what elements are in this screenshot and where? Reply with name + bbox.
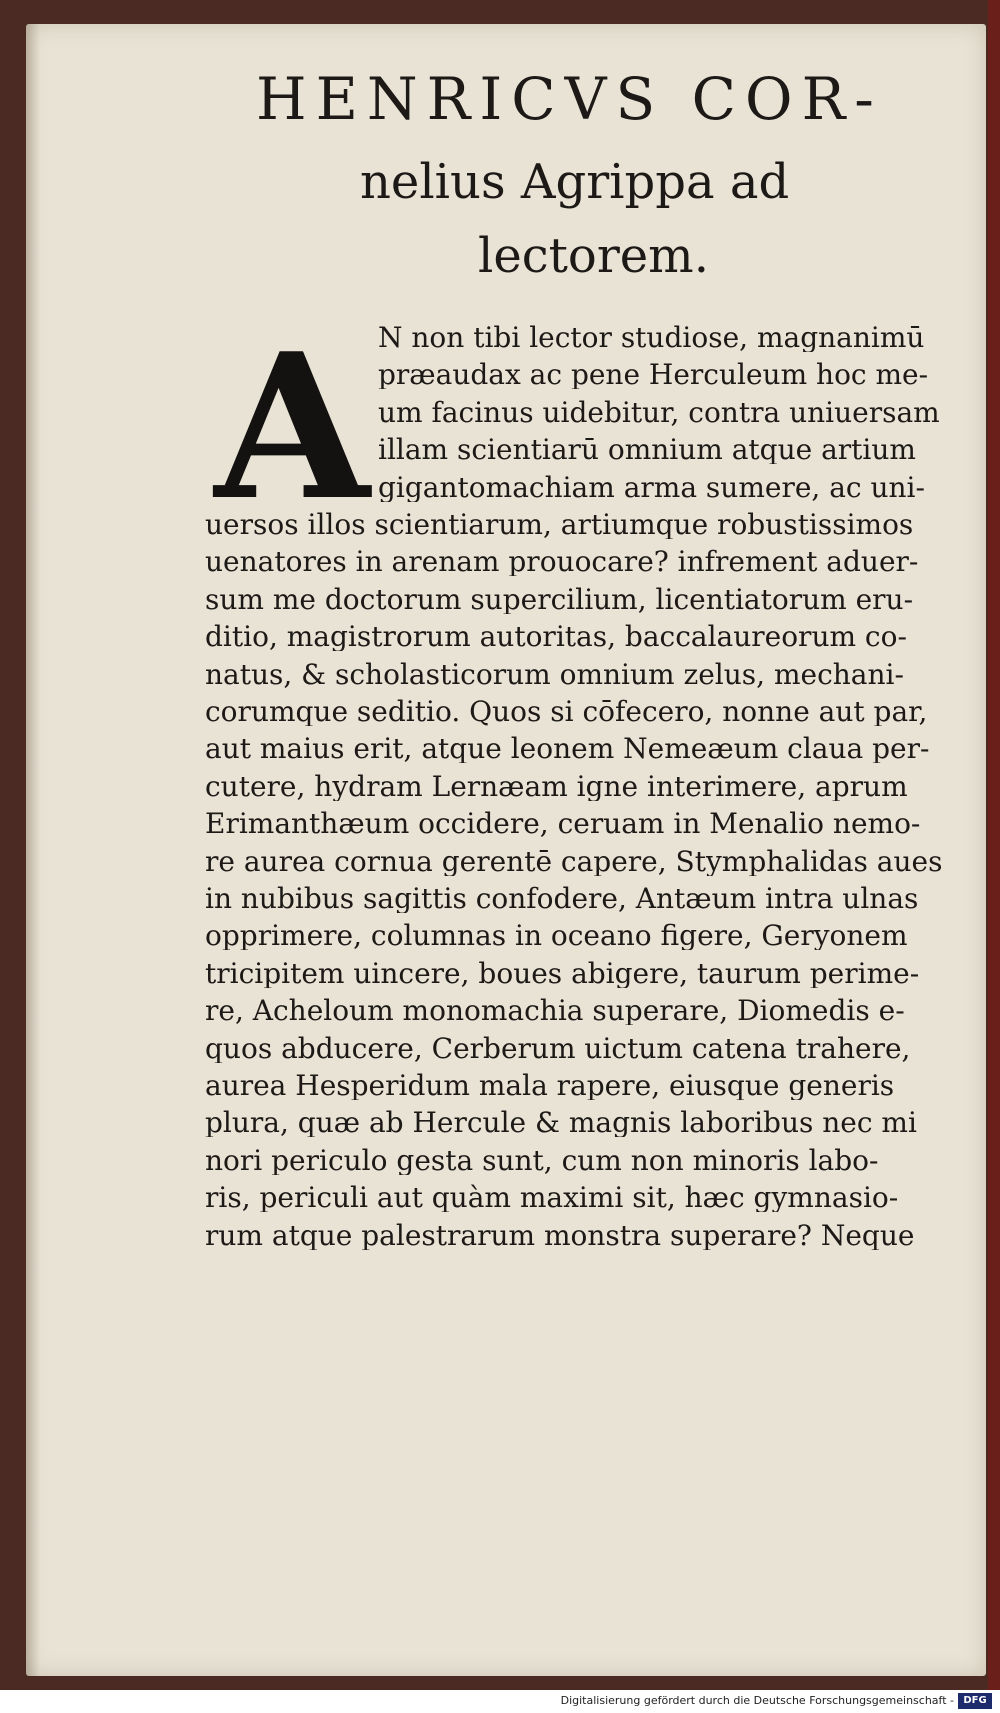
body-line: N non tibi lector studiose, magnanimū (378, 324, 925, 352)
body-line: re aurea cornua gerentē capere, Stymphalidas aues (205, 847, 943, 876)
body-line: corumque seditio. Quos si cōfecero, nonne aut par, (205, 698, 928, 726)
decorated-initial: A (214, 310, 370, 545)
body-line: in nubibus sagittis confodere, Antæum intra ulnas (205, 885, 919, 913)
heading-line-1: HENRICVS COR- (256, 65, 883, 133)
dfg-logo: DFG (958, 1693, 992, 1709)
body-line: natus, & scholasticorum omnium zelus, mechani- (205, 660, 904, 689)
body-line: aurea Hesperidum mala rapere, eiusque generis (205, 1072, 895, 1100)
page-gutter-shadow (26, 24, 40, 1676)
body-line: sum me doctorum supercilium, licentiatorum eru- (205, 585, 914, 614)
footer-bar (0, 1690, 1000, 1713)
body-line: nori periculo gesta sunt, cum non minoris labo- (205, 1146, 879, 1175)
footer-credit: Digitalisierung gefördert durch die Deutsche Forschungsgemeinschaft - (560, 1694, 954, 1707)
body-line: quos abducere, Cerberum uictum catena trahere, (205, 1034, 911, 1063)
body-line: aut maius erit, atque leonem Nemeæum claua per- (205, 735, 930, 764)
body-line: plura, quæ ab Hercule & magnis laboribus nec mi (205, 1109, 917, 1138)
body-line: Erimanthæum occidere, ceruam in Menalio nemo- (205, 810, 921, 839)
body-line: præaudax ac pene Herculeum hoc me- (378, 361, 929, 390)
body-line: opprimere, columnas in oceano figere, Geryonem (205, 922, 908, 951)
body-line: cutere, hydram Lernæam igne interimere, aprum (205, 772, 908, 801)
body-line: tricipitem uincere, boues abigere, taurum perime- (205, 959, 920, 988)
body-line: gigantomachiam arma sumere, ac uni- (378, 473, 925, 502)
heading-line-2: nelius Agrippa ad (360, 154, 790, 210)
body-line: uersos illos scientiarum, artiumque robustissimos (205, 511, 914, 539)
body-line: re, Acheloum monomachia superare, Diomedis e- (205, 997, 905, 1026)
body-line: uenatores in arenam prouocare? infrement aduer- (205, 548, 919, 577)
body-line: ditio, magistrorum autoritas, baccalaureorum co- (205, 623, 907, 652)
body-line: ris, periculi aut quàm maximi sit, hæc gymnasio- (205, 1184, 899, 1213)
heading-line-3: lectorem. (478, 228, 709, 284)
body-line: um facinus uidebitur, contra uniuersam (378, 398, 940, 427)
body-line: rum atque palestrarum monstra superare? Neque (205, 1221, 915, 1250)
body-line: illam scientiarū omnium atque artium (378, 436, 916, 465)
book-edge (988, 0, 1000, 1690)
